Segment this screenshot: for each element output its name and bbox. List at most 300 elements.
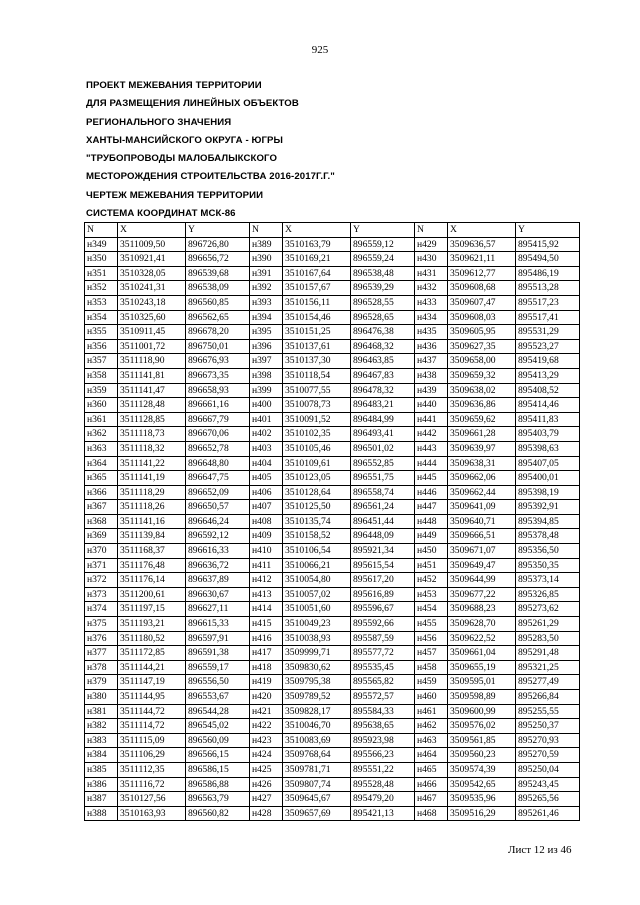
y-coordinate-cell: 896627,11 xyxy=(186,602,250,617)
x-coordinate-cell: 3511118,73 xyxy=(118,427,186,442)
y-coordinate-cell: 896561,24 xyxy=(351,500,415,515)
x-coordinate-cell: 3510105,46 xyxy=(283,441,351,456)
y-coordinate-cell: 896560,82 xyxy=(186,806,250,821)
point-number-cell: н361 xyxy=(85,412,118,427)
table-row xyxy=(85,485,580,500)
y-coordinate-cell: 895243,45 xyxy=(516,777,580,792)
y-coordinate-cell: 895414,46 xyxy=(516,398,580,413)
point-number-cell: н399 xyxy=(250,383,283,398)
point-number-cell: н397 xyxy=(250,354,283,369)
point-number-cell: н378 xyxy=(85,660,118,675)
x-coordinate-cell: 3509795,38 xyxy=(283,675,351,690)
y-coordinate-cell: 896467,83 xyxy=(351,368,415,383)
header-y-coordinate-cell: Y xyxy=(351,223,415,238)
x-coordinate-cell: 3509608,03 xyxy=(448,310,516,325)
table-row xyxy=(85,733,580,748)
x-coordinate-cell: 3509621,11 xyxy=(448,252,516,267)
x-coordinate-cell: 3509561,85 xyxy=(448,733,516,748)
x-coordinate-cell: 3511115,09 xyxy=(118,733,186,748)
y-coordinate-cell: 895283,50 xyxy=(516,631,580,646)
table-header-row xyxy=(85,223,580,238)
header-point-number-cell: N xyxy=(250,223,283,238)
y-coordinate-cell: 896566,15 xyxy=(186,748,250,763)
point-number-cell: н423 xyxy=(250,733,283,748)
point-number-cell: н468 xyxy=(415,806,448,821)
point-number-cell: н427 xyxy=(250,792,283,807)
point-number-cell: н364 xyxy=(85,456,118,471)
point-number-cell: н456 xyxy=(415,631,448,646)
header-x-coordinate-cell: X xyxy=(283,223,351,238)
y-coordinate-cell: 895577,72 xyxy=(351,646,415,661)
point-number-cell: н457 xyxy=(415,646,448,661)
y-coordinate-cell: 895531,29 xyxy=(516,325,580,340)
x-coordinate-cell: 3511106,29 xyxy=(118,748,186,763)
y-coordinate-cell: 896673,35 xyxy=(186,368,250,383)
x-coordinate-cell: 3510921,41 xyxy=(118,252,186,267)
point-number-cell: н398 xyxy=(250,368,283,383)
y-coordinate-cell: 895572,57 xyxy=(351,690,415,705)
x-coordinate-cell: 3511147,19 xyxy=(118,675,186,690)
point-number-cell: н389 xyxy=(250,237,283,252)
y-coordinate-cell: 896559,24 xyxy=(351,252,415,267)
y-coordinate-cell: 895398,19 xyxy=(516,485,580,500)
x-coordinate-cell: 3509636,57 xyxy=(448,237,516,252)
x-coordinate-cell: 3510156,11 xyxy=(283,295,351,310)
y-coordinate-cell: 896661,16 xyxy=(186,398,250,413)
x-coordinate-cell: 3510077,55 xyxy=(283,383,351,398)
y-coordinate-cell: 895265,56 xyxy=(516,792,580,807)
x-coordinate-cell: 3509612,77 xyxy=(448,266,516,281)
header-x-coordinate-cell: X xyxy=(448,223,516,238)
y-coordinate-cell: 895277,49 xyxy=(516,675,580,690)
point-number-cell: н392 xyxy=(250,281,283,296)
table-row xyxy=(85,558,580,573)
point-number-cell: н420 xyxy=(250,690,283,705)
y-coordinate-cell: 895421,13 xyxy=(351,806,415,821)
y-coordinate-cell: 896501,02 xyxy=(351,441,415,456)
y-coordinate-cell: 896616,33 xyxy=(186,544,250,559)
x-coordinate-cell: 3509576,02 xyxy=(448,719,516,734)
y-coordinate-cell: 895565,82 xyxy=(351,675,415,690)
point-number-cell: н374 xyxy=(85,602,118,617)
y-coordinate-cell: 896676,93 xyxy=(186,354,250,369)
header-line: ЧЕРТЕЖ МЕЖЕВАНИЯ ТЕРРИТОРИИ xyxy=(86,189,264,201)
y-coordinate-cell: 895408,52 xyxy=(516,383,580,398)
y-coordinate-cell: 895615,54 xyxy=(351,558,415,573)
y-coordinate-cell: 895517,23 xyxy=(516,295,580,310)
x-coordinate-cell: 3509574,39 xyxy=(448,762,516,777)
point-number-cell: н377 xyxy=(85,646,118,661)
y-coordinate-cell: 896648,80 xyxy=(186,456,250,471)
y-coordinate-cell: 896562,65 xyxy=(186,310,250,325)
point-number-cell: н404 xyxy=(250,456,283,471)
y-coordinate-cell: 896539,29 xyxy=(351,281,415,296)
y-coordinate-cell: 895596,67 xyxy=(351,602,415,617)
y-coordinate-cell: 895261,46 xyxy=(516,806,580,821)
x-coordinate-cell: 3509608,68 xyxy=(448,281,516,296)
table-row xyxy=(85,602,580,617)
x-coordinate-cell: 3509662,44 xyxy=(448,485,516,500)
header-line: "ТРУБОПРОВОДЫ МАЛОБАЛЫКСКОГО xyxy=(86,153,278,165)
point-number-cell: н353 xyxy=(85,295,118,310)
y-coordinate-cell: 895403,79 xyxy=(516,427,580,442)
point-number-cell: н402 xyxy=(250,427,283,442)
table-row xyxy=(85,412,580,427)
point-number-cell: н360 xyxy=(85,398,118,413)
page-number: 925 xyxy=(311,44,329,56)
point-number-cell: н432 xyxy=(415,281,448,296)
y-coordinate-cell: 896468,32 xyxy=(351,339,415,354)
x-coordinate-cell: 3509830,62 xyxy=(283,660,351,675)
coordinates-table-body xyxy=(85,223,580,821)
table-row xyxy=(85,427,580,442)
point-number-cell: н355 xyxy=(85,325,118,340)
point-number-cell: н419 xyxy=(250,675,283,690)
point-number-cell: н443 xyxy=(415,441,448,456)
point-number-cell: н449 xyxy=(415,529,448,544)
x-coordinate-cell: 3511001,72 xyxy=(118,339,186,354)
x-coordinate-cell: 3509607,47 xyxy=(448,295,516,310)
y-coordinate-cell: 895266,84 xyxy=(516,690,580,705)
x-coordinate-cell: 3510158,52 xyxy=(283,529,351,544)
table-row xyxy=(85,456,580,471)
point-number-cell: н450 xyxy=(415,544,448,559)
y-coordinate-cell: 895528,48 xyxy=(351,777,415,792)
header-point-number-cell: N xyxy=(415,223,448,238)
y-coordinate-cell: 896483,21 xyxy=(351,398,415,413)
x-coordinate-cell: 3509600,99 xyxy=(448,704,516,719)
x-coordinate-cell: 3509659,32 xyxy=(448,368,516,383)
point-number-cell: н438 xyxy=(415,368,448,383)
point-number-cell: н400 xyxy=(250,398,283,413)
x-coordinate-cell: 3510154,46 xyxy=(283,310,351,325)
x-coordinate-cell: 3511128,48 xyxy=(118,398,186,413)
point-number-cell: н363 xyxy=(85,441,118,456)
y-coordinate-cell: 895513,28 xyxy=(516,281,580,296)
x-coordinate-cell: 3511141,16 xyxy=(118,514,186,529)
point-number-cell: н351 xyxy=(85,266,118,281)
point-number-cell: н396 xyxy=(250,339,283,354)
point-number-cell: н435 xyxy=(415,325,448,340)
y-coordinate-cell: 896560,09 xyxy=(186,733,250,748)
x-coordinate-cell: 3509828,17 xyxy=(283,704,351,719)
point-number-cell: н359 xyxy=(85,383,118,398)
x-coordinate-cell: 3511114,72 xyxy=(118,719,186,734)
y-coordinate-cell: 896586,15 xyxy=(186,762,250,777)
point-number-cell: н417 xyxy=(250,646,283,661)
point-number-cell: н412 xyxy=(250,573,283,588)
y-coordinate-cell: 896652,78 xyxy=(186,441,250,456)
point-number-cell: н440 xyxy=(415,398,448,413)
point-number-cell: н370 xyxy=(85,544,118,559)
point-number-cell: н426 xyxy=(250,777,283,792)
y-coordinate-cell: 896538,09 xyxy=(186,281,250,296)
x-coordinate-cell: 3509516,29 xyxy=(448,806,516,821)
y-coordinate-cell: 896646,24 xyxy=(186,514,250,529)
x-coordinate-cell: 3511172,85 xyxy=(118,646,186,661)
point-number-cell: н380 xyxy=(85,690,118,705)
table-row xyxy=(85,325,580,340)
x-coordinate-cell: 3510106,54 xyxy=(283,544,351,559)
x-coordinate-cell: 3511118,90 xyxy=(118,354,186,369)
x-coordinate-cell: 3510083,69 xyxy=(283,733,351,748)
y-coordinate-cell: 896552,85 xyxy=(351,456,415,471)
y-coordinate-cell: 895270,59 xyxy=(516,748,580,763)
y-coordinate-cell: 896650,57 xyxy=(186,500,250,515)
point-number-cell: н453 xyxy=(415,587,448,602)
y-coordinate-cell: 896591,38 xyxy=(186,646,250,661)
y-coordinate-cell: 895638,65 xyxy=(351,719,415,734)
x-coordinate-cell: 3511112,35 xyxy=(118,762,186,777)
table-row xyxy=(85,471,580,486)
x-coordinate-cell: 3509807,74 xyxy=(283,777,351,792)
point-number-cell: н411 xyxy=(250,558,283,573)
x-coordinate-cell: 3509658,00 xyxy=(448,354,516,369)
x-coordinate-cell: 3511141,81 xyxy=(118,368,186,383)
point-number-cell: н387 xyxy=(85,792,118,807)
header-line: МЕСТОРОЖДЕНИЯ СТРОИТЕЛЬСТВА 2016-2017Г.Г." xyxy=(86,171,335,183)
y-coordinate-cell: 896463,85 xyxy=(351,354,415,369)
point-number-cell: н409 xyxy=(250,529,283,544)
y-coordinate-cell: 895321,25 xyxy=(516,660,580,675)
x-coordinate-cell: 3510127,56 xyxy=(118,792,186,807)
x-coordinate-cell: 3510128,64 xyxy=(283,485,351,500)
table-row xyxy=(85,792,580,807)
table-row xyxy=(85,281,580,296)
point-number-cell: н437 xyxy=(415,354,448,369)
point-number-cell: н429 xyxy=(415,237,448,252)
point-number-cell: н350 xyxy=(85,252,118,267)
header-line: ДЛЯ РАЗМЕЩЕНИЯ ЛИНЕЙНЫХ ОБЪЕКТОВ xyxy=(86,98,299,110)
y-coordinate-cell: 896726,80 xyxy=(186,237,250,252)
x-coordinate-cell: 3510054,80 xyxy=(283,573,351,588)
point-number-cell: н418 xyxy=(250,660,283,675)
point-number-cell: н439 xyxy=(415,383,448,398)
x-coordinate-cell: 3509636,86 xyxy=(448,398,516,413)
x-coordinate-cell: 3510102,35 xyxy=(283,427,351,442)
point-number-cell: н390 xyxy=(250,252,283,267)
point-number-cell: н454 xyxy=(415,602,448,617)
table-row xyxy=(85,252,580,267)
y-coordinate-cell: 896559,12 xyxy=(351,237,415,252)
x-coordinate-cell: 3511176,48 xyxy=(118,558,186,573)
y-coordinate-cell: 895273,62 xyxy=(516,602,580,617)
point-number-cell: н395 xyxy=(250,325,283,340)
x-coordinate-cell: 3511141,22 xyxy=(118,456,186,471)
x-coordinate-cell: 3511118,29 xyxy=(118,485,186,500)
y-coordinate-cell: 896528,55 xyxy=(351,295,415,310)
table-row xyxy=(85,383,580,398)
y-coordinate-cell: 895616,89 xyxy=(351,587,415,602)
table-row xyxy=(85,704,580,719)
point-number-cell: н373 xyxy=(85,587,118,602)
point-number-cell: н442 xyxy=(415,427,448,442)
x-coordinate-cell: 3509662,06 xyxy=(448,471,516,486)
x-coordinate-cell: 3510137,61 xyxy=(283,339,351,354)
y-coordinate-cell: 895356,50 xyxy=(516,544,580,559)
point-number-cell: н362 xyxy=(85,427,118,442)
x-coordinate-cell: 3509639,97 xyxy=(448,441,516,456)
x-coordinate-cell: 3509688,23 xyxy=(448,602,516,617)
x-coordinate-cell: 3511144,72 xyxy=(118,704,186,719)
x-coordinate-cell: 3509781,71 xyxy=(283,762,351,777)
x-coordinate-cell: 3510911,45 xyxy=(118,325,186,340)
x-coordinate-cell: 3511128,85 xyxy=(118,412,186,427)
y-coordinate-cell: 895255,55 xyxy=(516,704,580,719)
x-coordinate-cell: 3511116,72 xyxy=(118,777,186,792)
x-coordinate-cell: 3510167,64 xyxy=(283,266,351,281)
point-number-cell: н407 xyxy=(250,500,283,515)
y-coordinate-cell: 896451,44 xyxy=(351,514,415,529)
x-coordinate-cell: 3509677,22 xyxy=(448,587,516,602)
x-coordinate-cell: 3509659,62 xyxy=(448,412,516,427)
point-number-cell: н349 xyxy=(85,237,118,252)
point-number-cell: н455 xyxy=(415,617,448,632)
point-number-cell: н431 xyxy=(415,266,448,281)
point-number-cell: н467 xyxy=(415,792,448,807)
x-coordinate-cell: 3510135,74 xyxy=(283,514,351,529)
table-row xyxy=(85,777,580,792)
y-coordinate-cell: 896528,65 xyxy=(351,310,415,325)
document-header xyxy=(86,77,335,223)
x-coordinate-cell: 3509666,51 xyxy=(448,529,516,544)
point-number-cell: н466 xyxy=(415,777,448,792)
point-number-cell: н459 xyxy=(415,675,448,690)
table-row xyxy=(85,646,580,661)
point-number-cell: н383 xyxy=(85,733,118,748)
x-coordinate-cell: 3510118,54 xyxy=(283,368,351,383)
y-coordinate-cell: 896658,93 xyxy=(186,383,250,398)
y-coordinate-cell: 895398,63 xyxy=(516,441,580,456)
point-number-cell: н376 xyxy=(85,631,118,646)
table-row xyxy=(85,544,580,559)
y-coordinate-cell: 895250,04 xyxy=(516,762,580,777)
point-number-cell: н430 xyxy=(415,252,448,267)
x-coordinate-cell: 3511193,21 xyxy=(118,617,186,632)
point-number-cell: н393 xyxy=(250,295,283,310)
y-coordinate-cell: 895921,34 xyxy=(351,544,415,559)
x-coordinate-cell: 3511139,84 xyxy=(118,529,186,544)
x-coordinate-cell: 3509542,65 xyxy=(448,777,516,792)
y-coordinate-cell: 896484,99 xyxy=(351,412,415,427)
x-coordinate-cell: 3509595,01 xyxy=(448,675,516,690)
point-number-cell: н410 xyxy=(250,544,283,559)
y-coordinate-cell: 896670,06 xyxy=(186,427,250,442)
y-coordinate-cell: 895486,19 xyxy=(516,266,580,281)
x-coordinate-cell: 3509644,99 xyxy=(448,573,516,588)
y-coordinate-cell: 895394,85 xyxy=(516,514,580,529)
header-y-coordinate-cell: Y xyxy=(516,223,580,238)
point-number-cell: н391 xyxy=(250,266,283,281)
header-line: ХАНТЫ-МАНСИЙСКОГО ОКРУГА - ЮГРЫ xyxy=(86,134,284,146)
point-number-cell: н368 xyxy=(85,514,118,529)
x-coordinate-cell: 3511141,19 xyxy=(118,471,186,486)
y-coordinate-cell: 895517,41 xyxy=(516,310,580,325)
point-number-cell: н385 xyxy=(85,762,118,777)
y-coordinate-cell: 895479,20 xyxy=(351,792,415,807)
x-coordinate-cell: 3510163,93 xyxy=(118,806,186,821)
x-coordinate-cell: 3509605,95 xyxy=(448,325,516,340)
y-coordinate-cell: 896586,88 xyxy=(186,777,250,792)
y-coordinate-cell: 895378,48 xyxy=(516,529,580,544)
y-coordinate-cell: 896559,17 xyxy=(186,660,250,675)
table-row xyxy=(85,719,580,734)
x-coordinate-cell: 3510057,02 xyxy=(283,587,351,602)
x-coordinate-cell: 3510038,93 xyxy=(283,631,351,646)
point-number-cell: н434 xyxy=(415,310,448,325)
table-row xyxy=(85,398,580,413)
x-coordinate-cell: 3509638,02 xyxy=(448,383,516,398)
y-coordinate-cell: 895407,05 xyxy=(516,456,580,471)
point-number-cell: н422 xyxy=(250,719,283,734)
x-coordinate-cell: 3511144,95 xyxy=(118,690,186,705)
table-row xyxy=(85,748,580,763)
point-number-cell: н421 xyxy=(250,704,283,719)
point-number-cell: н354 xyxy=(85,310,118,325)
point-number-cell: н394 xyxy=(250,310,283,325)
y-coordinate-cell: 895415,92 xyxy=(516,237,580,252)
point-number-cell: н356 xyxy=(85,339,118,354)
sheet-label: Лист 12 из 46 xyxy=(508,844,572,856)
point-number-cell: н424 xyxy=(250,748,283,763)
x-coordinate-cell: 3511118,32 xyxy=(118,441,186,456)
x-coordinate-cell: 3509622,52 xyxy=(448,631,516,646)
x-coordinate-cell: 3509649,47 xyxy=(448,558,516,573)
table-row xyxy=(85,631,580,646)
y-coordinate-cell: 896493,41 xyxy=(351,427,415,442)
table-row xyxy=(85,617,580,632)
x-coordinate-cell: 3509598,89 xyxy=(448,690,516,705)
y-coordinate-cell: 896630,67 xyxy=(186,587,250,602)
table-row xyxy=(85,660,580,675)
point-number-cell: н386 xyxy=(85,777,118,792)
x-coordinate-cell: 3509789,52 xyxy=(283,690,351,705)
coordinates-table xyxy=(84,222,580,821)
table-row xyxy=(85,690,580,705)
table-row xyxy=(85,339,580,354)
point-number-cell: н358 xyxy=(85,368,118,383)
point-number-cell: н372 xyxy=(85,573,118,588)
y-coordinate-cell: 896637,89 xyxy=(186,573,250,588)
table-row xyxy=(85,266,580,281)
y-coordinate-cell: 896544,28 xyxy=(186,704,250,719)
y-coordinate-cell: 895291,48 xyxy=(516,646,580,661)
point-number-cell: н369 xyxy=(85,529,118,544)
table-row xyxy=(85,441,580,456)
x-coordinate-cell: 3509661,04 xyxy=(448,646,516,661)
x-coordinate-cell: 3510169,21 xyxy=(283,252,351,267)
point-number-cell: н352 xyxy=(85,281,118,296)
y-coordinate-cell: 895523,27 xyxy=(516,339,580,354)
point-number-cell: н463 xyxy=(415,733,448,748)
y-coordinate-cell: 896478,32 xyxy=(351,383,415,398)
y-coordinate-cell: 896592,12 xyxy=(186,529,250,544)
x-coordinate-cell: 3510051,60 xyxy=(283,602,351,617)
x-coordinate-cell: 3509657,69 xyxy=(283,806,351,821)
point-number-cell: н357 xyxy=(85,354,118,369)
x-coordinate-cell: 3509645,67 xyxy=(283,792,351,807)
header-x-coordinate-cell: X xyxy=(118,223,186,238)
point-number-cell: н367 xyxy=(85,500,118,515)
table-row xyxy=(85,295,580,310)
point-number-cell: н401 xyxy=(250,412,283,427)
x-coordinate-cell: 3509535,96 xyxy=(448,792,516,807)
y-coordinate-cell: 896667,79 xyxy=(186,412,250,427)
y-coordinate-cell: 895413,29 xyxy=(516,368,580,383)
point-number-cell: н433 xyxy=(415,295,448,310)
x-coordinate-cell: 3511144,21 xyxy=(118,660,186,675)
y-coordinate-cell: 895587,59 xyxy=(351,631,415,646)
